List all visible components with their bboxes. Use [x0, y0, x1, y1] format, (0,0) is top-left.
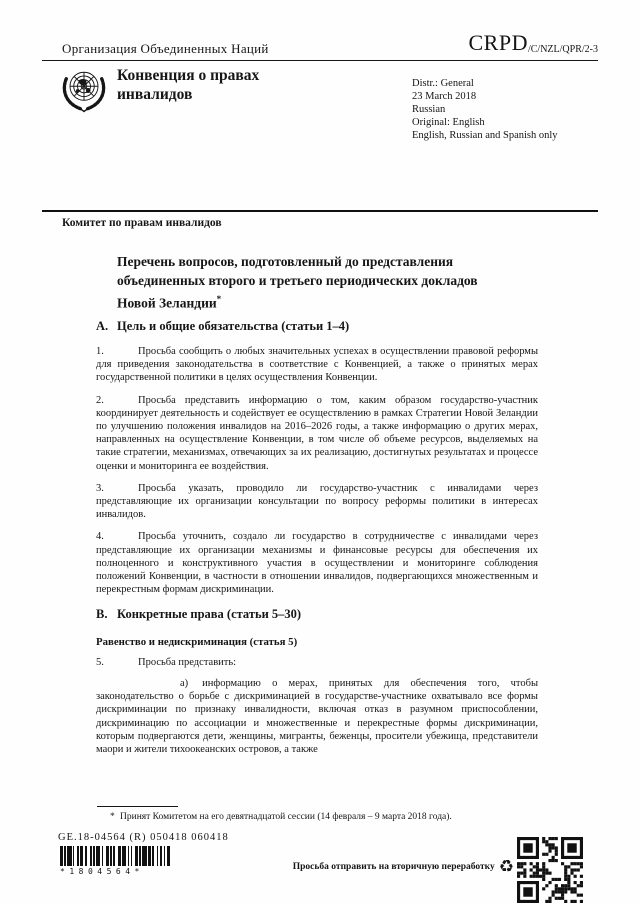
- date-line: 23 March 2018: [412, 91, 477, 102]
- recycle-note: [293, 857, 514, 877]
- subparagraph-marker: а): [180, 678, 189, 690]
- qr-code: [517, 837, 583, 903]
- paragraph-3: [96, 482, 538, 522]
- paragraph-text: Просьба уточнить, создало ли государство в сотрудничестве с инвалидами через представляющие их организации механизмы и финансовые ресурсы для обеспечения их полноценного и конструктивного участия в осуществлении и мониторинге соблюдения положений Конвенции, в частности в отношении инвалидов, подвергающихся множественным и перекрестным формам дискриминации.: [96, 531, 538, 596]
- footnote: [110, 812, 510, 822]
- paragraph-text: Просьба представить информацию о том, каким образом государство-участник координирует деятельность и содействует ее осуществлению в рамках Стратегии Новой Зеландии по улучшению положения инвалидов на 2016–2026 годы, а также информацию о других мерах, направленных на осуществление Конвенции, в том числе об объеме ресурсов, выделяемых на такие стратегии, механизмах, отвечающих за их реализацию, достигнутых результатах и процессе оценки и мониторинга ее воздействия.: [96, 394, 538, 472]
- barcode: [60, 846, 178, 876]
- document-symbol-suffix: /C/NZL/QPR/2-3: [527, 44, 598, 55]
- footnote-rule: [97, 806, 178, 807]
- language-line: Russian: [412, 104, 446, 115]
- section-b-letter: B.: [96, 607, 108, 622]
- paragraph-number: 2.: [96, 394, 104, 406]
- subparagraph-text: информацию о мерах, принятых для обеспечения того, чтобы законодательство о борьбе с дискриминацией в государстве-участнике охватывало все формы дискриминации по признаку инвалидности, включая отказ в разумном приспособлении, дискриминацию по ассоциации и множественные и перекрестные формы дискриминации, которым подвергаются дети, женщины, мигранты, беженцы, просители убежища, представители маори и жители тихоокеанских островов, а также: [96, 678, 538, 756]
- original-line: Original: English: [412, 117, 485, 128]
- convention-title: Конвенция о правах инвалидов: [117, 67, 260, 103]
- footnote-marker: *: [110, 812, 115, 822]
- section-b-title: Конкретные права (статьи 5–30): [117, 607, 302, 622]
- footnote-text: Принят Комитетом на его девятнадцатой сессии (14 февраля – 9 марта 2018 года).: [120, 812, 452, 822]
- recycle-icon: ♻: [498, 857, 514, 877]
- languages-note-line: English, Russian and Spanish only: [412, 130, 558, 141]
- paragraph-number: 1.: [96, 346, 104, 357]
- section-a-letter: A.: [96, 319, 109, 333]
- document-symbol-main: CRPD: [468, 30, 528, 55]
- org-name: Организация Объединенных Наций: [62, 41, 269, 56]
- un-emblem-icon: [56, 62, 112, 118]
- distr-line: Distr.: General: [412, 78, 474, 89]
- body-column: [96, 345, 538, 765]
- paragraph-text: Просьба указать, проводило ли государство-участник с инвалидами через представляющие их организации консультации по вопросу реформы политики в интересах инвалидов.: [96, 482, 538, 521]
- paragraph-5a: [96, 677, 538, 756]
- document-symbol: [469, 30, 599, 56]
- ge-number: GE.18-04564 (R) 050418 060418: [58, 832, 229, 843]
- recycle-note-text: Просьба отправить на вторичную переработку: [292, 862, 495, 872]
- paragraph-text: Просьба сообщить о любых значительных успехах в осуществлении правовой реформы для приведения законодательства в соответствие с Конвенцией, а также о принятых мерах государственной политики в целях осуществления Конвенции.: [96, 346, 538, 384]
- section-b-heading: [96, 608, 538, 621]
- paragraph-number: 5.: [96, 656, 104, 668]
- paragraph-5: [96, 656, 538, 669]
- barcode-text: *1804564*: [60, 867, 144, 876]
- section-a-title: Цель и общие обязательства (статьи 1–4): [117, 319, 350, 333]
- barcode-bars: [60, 846, 178, 866]
- section-divider-rule: [42, 210, 598, 212]
- paragraph-2: [96, 394, 538, 473]
- distribution-block: [412, 77, 558, 142]
- document-title: [117, 253, 497, 313]
- committee-heading: Комитет по правам инвалидов: [62, 217, 222, 229]
- paragraph-4: [96, 530, 538, 596]
- section-a-heading: [96, 319, 538, 334]
- title-footnote-marker: *: [216, 294, 222, 304]
- document-title-text: Перечень вопросов, подготовленный до представления объединенных второго и третьего периодических докладов Новой Зеландии: [117, 254, 478, 311]
- paragraph-number: 4.: [96, 531, 104, 543]
- paragraph-number: 3.: [96, 482, 104, 494]
- paragraph-1: [96, 345, 538, 385]
- subsection-heading: Равенство и недискриминация (статья 5): [96, 635, 298, 648]
- paragraph-text: Просьба представить:: [138, 656, 237, 668]
- header-rule: [42, 60, 598, 61]
